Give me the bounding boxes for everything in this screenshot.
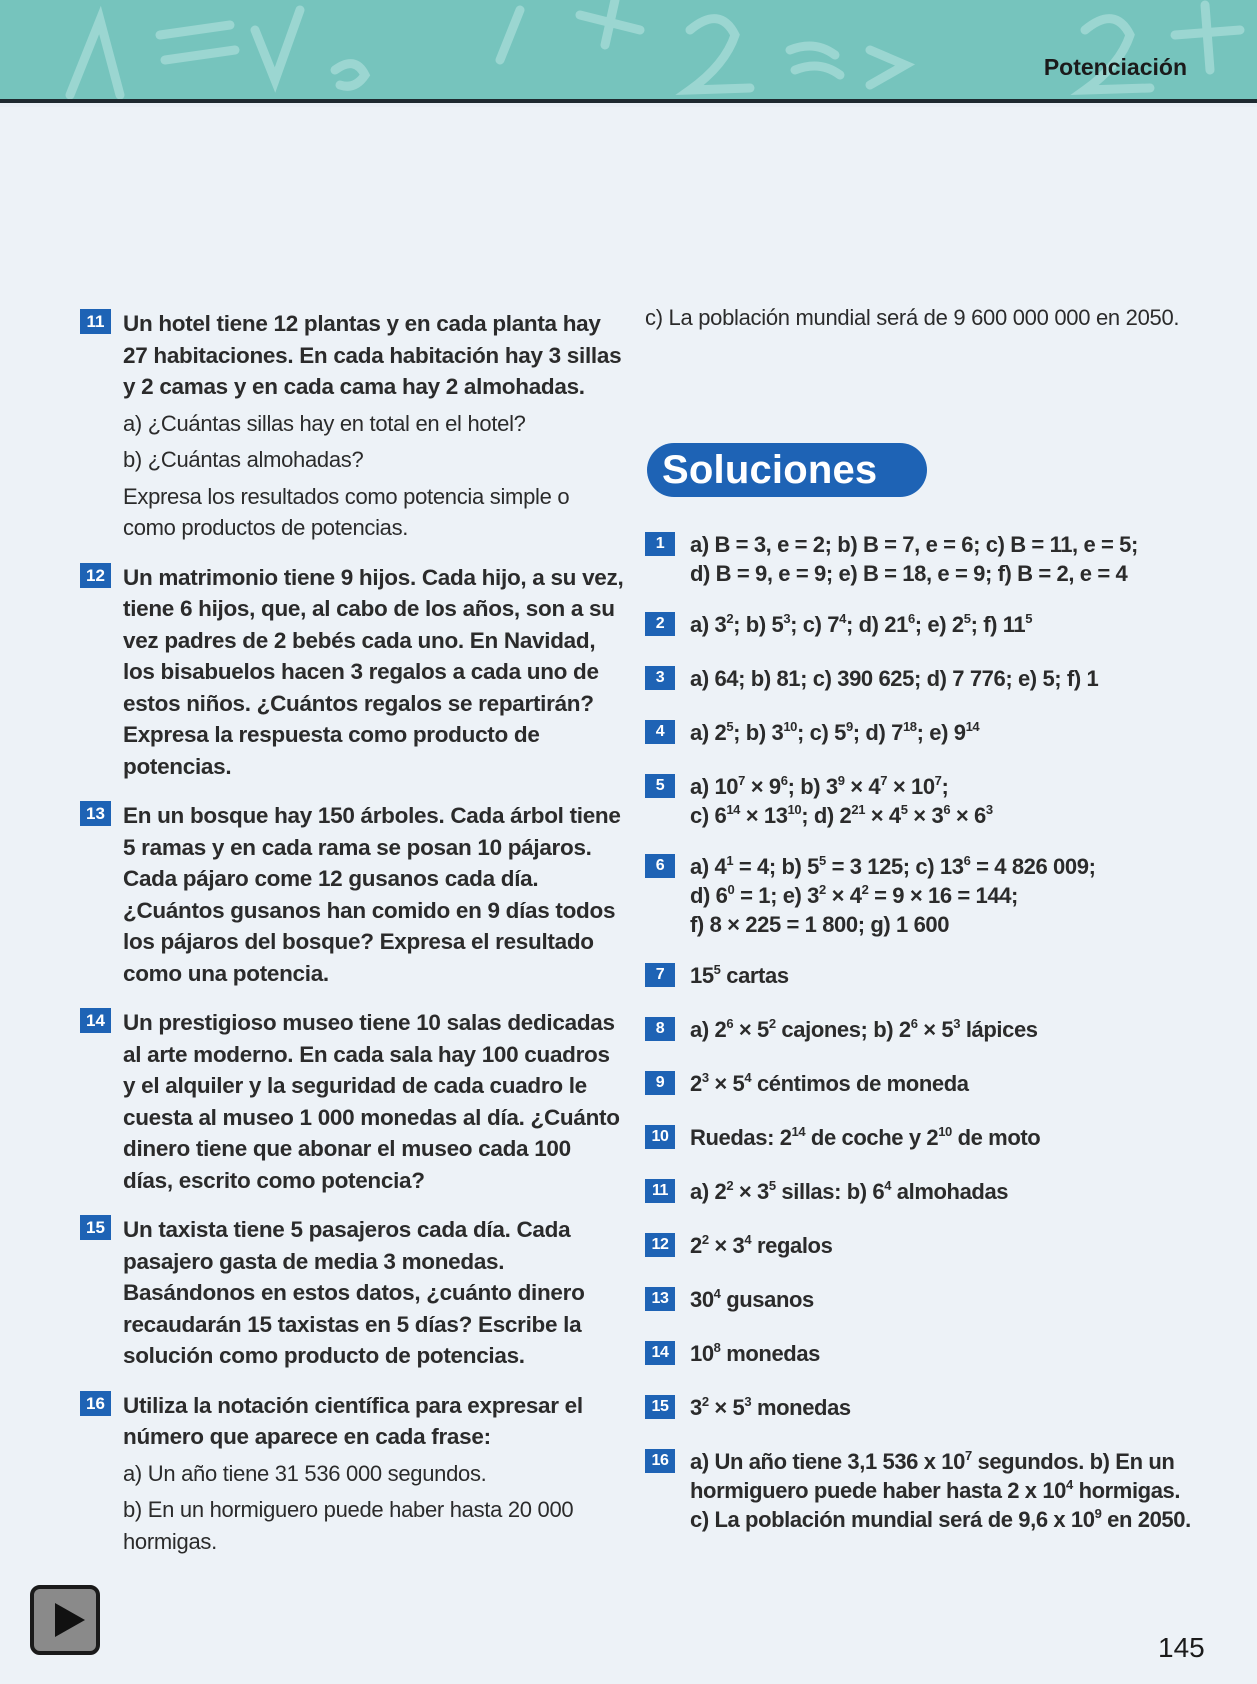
play-button[interactable] — [30, 1585, 100, 1655]
continuation-column — [645, 302, 1185, 334]
page-number: 145 — [1158, 1632, 1205, 1663]
exercise-statement: Un prestigioso museo tiene 10 salas dedicadas al arte moderno. En cada sala hay 100 cuadros y el alquiler y la seguridad de cada cuadro le cuesta al museo 1 000 monedas al día. ¿Cuánto dinero tiene que abonar el museo cada 100 días, escrito como potencia? — [123, 1010, 620, 1193]
solution-text: a) $4^1 = 4$; b) $5^5 = 3$ 125; c) $13^6 = 4$ 826 009; d) $6^0 = 1$; e) $3^2 \times 4^2 = 9 \times 16 = 144$; f) 8 × 225 = 1 800; g) 1 600 — [690, 853, 1096, 937]
exercise-item — [80, 1214, 625, 1372]
exercise-statement: Un matrimonio tiene 9 hijos. Cada hijo, a su vez, tiene 6 hijos, que, al cabo de los años, son a su vez padres de 2 bebés cada uno. En Navidad, los bisabuelos hacen 3 regalos a cada uno de estos niños. ¿Cuántos regalos se repartirán? Expresa la respuesta como producto de potencias. — [123, 564, 624, 779]
solution-number-badge: 16 — [645, 1449, 675, 1473]
solution-number-badge: 14 — [645, 1341, 675, 1365]
solution-text: a) $2^5$; b) $3^{10}$; c) $5^9$; d) $7^{18}$; e) $9^{14}$ — [690, 719, 980, 745]
solution-number-badge: 8 — [645, 1017, 675, 1041]
exercise-statement: Utiliza la notación científica para expresar el número que aparece en cada frase: — [123, 1392, 583, 1449]
exercise-number-badge: 15 — [80, 1215, 111, 1240]
solutions-heading: Soluciones — [647, 443, 927, 497]
exercise-16-continuation: c) La población mundial será de 9 600 000 000 en 2050. — [645, 305, 1180, 330]
solution-text: a) $10^7 \times 9^6$; b) $3^9 \times 4^7 \times 10^7$; c) $6^{14} \times 13^{10}$; d) $2^{21} \times 4^5 \times 3^6 \times 6^3$ — [690, 773, 993, 828]
solution-number-badge: 5 — [645, 774, 675, 798]
exercise-number-badge: 13 — [80, 801, 111, 826]
solution-item — [645, 1447, 1205, 1534]
solution-item — [645, 1339, 1205, 1368]
exercise-item — [80, 1007, 625, 1196]
solution-number-badge: 1 — [645, 532, 675, 556]
solution-text: $10^8$ monedas — [690, 1340, 821, 1366]
solution-text: a) $3^2$; b) $5^3$; c) $7^4$; d) $21^6$; e) $2^5$; f) $11^5$ — [690, 611, 1033, 637]
exercise-number-badge: 16 — [80, 1391, 111, 1416]
solution-text: $15^5$ cartas — [690, 962, 789, 988]
solution-text: a) $2^2 \times 3^5$ sillas: b) $6^4$ almohadas — [690, 1178, 1009, 1204]
solution-item — [645, 772, 1205, 830]
solution-text: $2^3 \times 5^4$ céntimos de moneda — [690, 1070, 969, 1096]
solution-item — [645, 664, 1205, 693]
solution-text: a) B = 3, e = 2; b) B = 7, e = 6; c) B = 11, e = 5; d) B = 9, e = 9; e) B = 18, e = 9; f) B = 2, e = 4 — [690, 532, 1138, 586]
solution-text: $3^2 \times 5^3$ monedas — [690, 1394, 851, 1420]
solution-text: $2^2 \times 3^4$ regalos — [690, 1232, 833, 1258]
exercise-item — [80, 562, 625, 783]
exercise-number-badge: 12 — [80, 563, 111, 588]
solution-item — [645, 1069, 1205, 1098]
solution-number-badge: 15 — [645, 1395, 675, 1419]
solution-number-badge: 2 — [645, 612, 675, 636]
solution-number-badge: 7 — [645, 963, 675, 987]
solution-number-badge: 4 — [645, 720, 675, 744]
exercise-subpart: b) ¿Cuántas almohadas? — [123, 447, 364, 472]
exercise-statement: Un hotel tiene 12 plantas y en cada planta hay 27 habitaciones. En cada habitación hay 3 sillas y 2 camas y en cada cama hay 2 almohadas. — [123, 311, 622, 399]
solution-item — [645, 1123, 1205, 1152]
solution-number-badge: 10 — [645, 1125, 675, 1149]
solution-item — [645, 1393, 1205, 1422]
header-banner — [0, 0, 1257, 103]
exercise-statement: En un bosque hay 150 árboles. Cada árbol tiene 5 ramas y en cada rama se posan 10 pájaros. Cada pájaro come 12 gusanos cada día. ¿Cuántos gusanos han comido en 9 días todos los pájaros del bosque? Expresa el resultado como una potencia. — [123, 803, 621, 986]
exercise-item — [80, 1390, 625, 1558]
solution-item — [645, 961, 1205, 990]
solution-item — [645, 852, 1205, 939]
solution-number-badge: 3 — [645, 666, 675, 690]
solution-text: a) 64; b) 81; c) 390 625; d) 7 776; e) 5; f) 1 — [690, 666, 1099, 691]
solution-text: Ruedas: $2^{14}$ de coche y $2^{10}$ de moto — [690, 1124, 1041, 1150]
exercise-subpart: Expresa los resultados como potencia simple o como productos de potencias. — [123, 483, 570, 540]
exercise-subpart: a) ¿Cuántas sillas hay en total en el hotel? — [123, 410, 526, 436]
solution-number-badge: 9 — [645, 1071, 675, 1095]
exercise-subpart: b) En un hormiguero puede haber hasta 20 000 hormigas. — [123, 1497, 574, 1554]
chapter-title: Potenciación — [1043, 54, 1187, 80]
exercise-number-badge: 14 — [80, 1008, 111, 1033]
solution-number-badge: 11 — [645, 1179, 675, 1203]
exercise-item — [80, 800, 625, 989]
play-icon — [55, 1603, 85, 1637]
solution-item — [645, 1177, 1205, 1206]
solution-number-badge: 13 — [645, 1287, 675, 1311]
exercise-statement: Un taxista tiene 5 pasajeros cada día. Cada pasajero gasta de media 3 monedas. Basándonos en estos datos, ¿cuánto dinero recaudarán 15 taxistas en 5 días? Escribe la solución como producto de potencias. — [123, 1217, 585, 1368]
solution-item — [645, 718, 1205, 747]
solution-item — [645, 530, 1205, 588]
math-symbols-decoration — [0, 0, 1257, 103]
solution-text: $30^4$ gusanos — [690, 1286, 814, 1312]
exercises-column — [80, 308, 625, 1575]
exercise-item — [80, 308, 625, 544]
solution-text: a) Un año tiene 3,1 536 x $10^7$ segundos. b) En un hormiguero puede haber hasta 2 x $10^4$ hormigas. c) La población mundial será de 9,6 x $10^9$ en 2050. — [690, 1448, 1191, 1532]
solution-item — [645, 1015, 1205, 1044]
solution-item — [645, 1285, 1205, 1314]
exercise-number-badge: 11 — [80, 309, 111, 334]
exercise-subpart: a) Un año tiene 31 536 000 segundos. — [123, 1460, 487, 1486]
solution-number-badge: 6 — [645, 854, 675, 878]
solutions-list — [645, 530, 1205, 1534]
solution-item — [645, 1231, 1205, 1260]
solution-text: a) $2^6 \times 5^2$ cajones; b) $2^6 \times 5^3$ lápices — [690, 1016, 1038, 1042]
solution-item — [645, 610, 1205, 639]
solution-number-badge: 12 — [645, 1233, 675, 1257]
